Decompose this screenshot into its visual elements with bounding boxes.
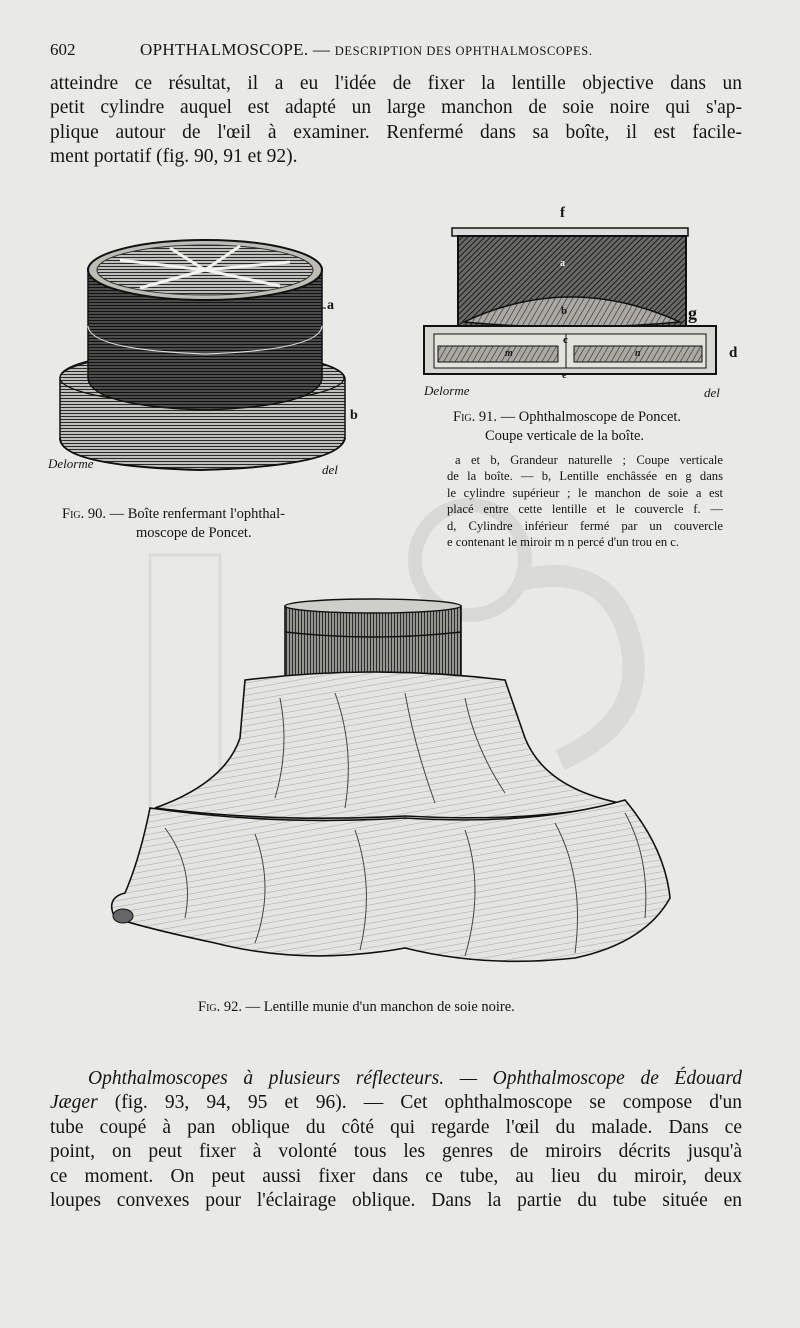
main-line: tube coupé à pan oblique du côté qui regarde l'œil du malade. Dans ce	[50, 1116, 742, 1138]
fig91-section-illustration	[420, 222, 720, 392]
fig91-label: Fig. 91.	[453, 409, 497, 425]
fig91-letter-f: f	[560, 205, 565, 221]
main-line: ce moment. On peut aussi fixer dans ce tube, au lieu du miroir, deux	[50, 1165, 742, 1187]
fig91-letter-c: c	[563, 334, 568, 346]
fig90-letter-a: a	[327, 298, 334, 313]
intro-line: ment portatif (fig. 90, 91 et 92).	[50, 146, 298, 168]
fig90-signature-left: Delorme	[48, 456, 94, 471]
page-number: 602	[50, 40, 76, 59]
fig90-caption-text1: — Boîte renfermant l'ophthal-	[109, 506, 285, 522]
fig91-caption-line2: Coupe verticale de la boîte.	[485, 428, 645, 444]
fig91-caption-text1: — Ophthalmoscope de Poncet.	[500, 409, 682, 425]
fig92-caption	[198, 998, 658, 1017]
fig91-legend-line: d, Cylindre inférieur fermé par un couvercle	[447, 518, 723, 533]
running-header	[50, 40, 740, 66]
section-heading: Ophthalmoscopes à plusieurs réflecteurs. — Ophthalmoscope de Édouard	[88, 1068, 742, 1089]
main-line-2	[50, 1091, 742, 1115]
main-line: point, on peut fixer à volonté tous les genres de miroirs décrits jusqu'à	[50, 1141, 742, 1163]
fig91-legend-line: le cylindre supérieur ; le manchon de soie a est	[447, 485, 723, 500]
intro-line: petit cylindre auquel est adapté un large manchon de soie noire qui s'ap-	[50, 97, 742, 119]
fig91-caption-line1	[453, 408, 743, 427]
fig90-caption	[62, 505, 362, 543]
fig91-legend-line: a et b, Grandeur naturelle ; Coupe verticale	[455, 453, 723, 467]
running-subtitle: DESCRIPTION DES OPHTHALMOSCOPES.	[334, 44, 593, 58]
running-title-main: OPHTHALMOSCOPE. —	[140, 40, 331, 59]
main-line-2-rest: (fig. 93, 94, 95 et 96). — Cet ophthalmoscope se compose d'un	[97, 1092, 742, 1114]
fig92-label: Fig. 92.	[198, 999, 242, 1015]
main-line: loupes convexes pour l'éclairage oblique. Dans la partie du tube située en	[50, 1190, 742, 1212]
fig91-legend-line: placé entre cette lentille et le couvercle f. —	[447, 502, 723, 517]
fig91-legend	[447, 452, 723, 550]
fig91-letter-n: n	[635, 348, 641, 359]
intro-line: plique autour de l'œil à examiner. Renfermé dans sa boîte, il est facile-	[50, 121, 742, 143]
fig91-signature-right: del	[704, 385, 720, 400]
main-paragraph	[50, 1067, 742, 1213]
jaeger-name: Jæger	[50, 1092, 98, 1114]
fig91-letter-g: g	[688, 303, 697, 323]
fig91-letter-m: m	[505, 348, 513, 359]
fig91-letter-a: a	[560, 258, 565, 269]
fig91-legend-line: e contenant le miroir m n percé d'un trou en c.	[447, 535, 680, 550]
fig90-caption-line2: moscope de Poncet.	[136, 525, 252, 541]
fig91-letter-e: e	[562, 370, 567, 381]
fig91-letter-d: d	[729, 345, 738, 361]
fig92-caption-text: — Lentille munie d'un manchon de soie noire.	[245, 999, 515, 1015]
fig91-signature-left: Delorme	[424, 383, 470, 398]
fig90-signature-right: del	[322, 462, 338, 477]
fig90-label: Fig. 90.	[62, 506, 106, 522]
fig90-letter-b: b	[350, 408, 358, 423]
running-title	[140, 40, 593, 60]
fig91-letter-b: b	[561, 305, 568, 317]
fig90-box-illustration	[50, 238, 360, 478]
fig91-legend-line: de la boîte. — b, Lentille enchâssée en g dans	[447, 469, 723, 484]
fig91-caption	[453, 408, 743, 446]
fig90-caption-line1	[62, 505, 362, 524]
intro-paragraph	[50, 72, 742, 170]
fig92-sleeve-illustration	[105, 598, 745, 978]
intro-line: atteindre ce résultat, il a eu l'idée de fixer la lentille objective dans un	[50, 73, 742, 94]
